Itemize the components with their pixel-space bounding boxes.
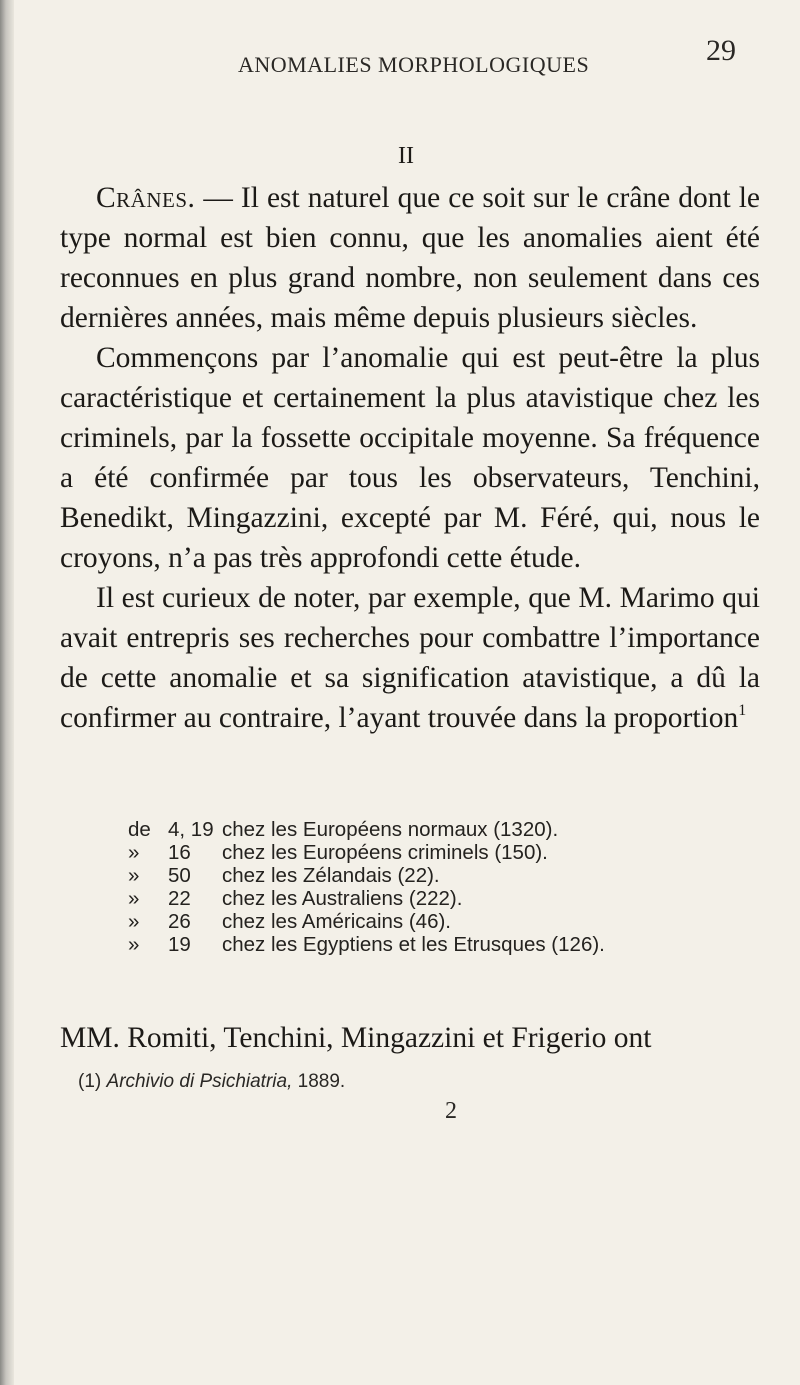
row-value: 16 (168, 841, 191, 864)
table-row (128, 841, 768, 864)
row-value: 19 (168, 933, 191, 956)
row-text: chez les Zélandais (22). (222, 864, 440, 887)
row-prefix: » (128, 933, 140, 956)
row-text: chez les Européens criminels (150). (222, 841, 548, 864)
paragraph-1 (60, 178, 760, 338)
row-value: 26 (168, 910, 191, 933)
row-text: chez les Européens normaux (1320). (222, 818, 559, 841)
section-number: II (398, 143, 414, 169)
row-prefix: » (128, 864, 140, 887)
page-number: 29 (706, 34, 736, 67)
footnote-title: Archivio di Psichiatria, (106, 1071, 293, 1092)
footnote-mark: (1) (78, 1071, 102, 1092)
paragraph-text: Commençons par l’anomalie qui est peut-être la plus caractéristique et certainement la plus atavistique chez les criminels, par la fossette occipitale moyenne. Sa fréquence a été confirmée par tous les observateurs, Tenchini, Benedikt, Mingazzini, excepté par M. Féré, qui, nous le croyons, n’a pas très approfondi cette étude. (60, 342, 760, 574)
row-prefix: » (128, 910, 140, 933)
page-binding-edge (0, 0, 14, 1385)
table-row (128, 887, 768, 910)
signature-mark: 2 (445, 1098, 457, 1124)
footnote-reference: 1 (738, 702, 747, 719)
body-text (60, 178, 760, 738)
paragraph-text: Il est curieux de noter, par exemple, que M. Marimo qui avait entrepris ses recherches pour combattre l’importance de cette anomalie et sa signification atavistique, a dû la confirmer au contraire, l’ayant trouvée dans la proportion (60, 582, 760, 734)
row-text: chez les Américains (46). (222, 910, 452, 933)
paragraph-text: — Il est naturel que ce soit sur le crâne dont le type normal est bien connu, que les anomalies aient été reconnues en plus grand nombre, non seulement dans ces dernières années, mais même depuis plusieurs siècles. (60, 182, 760, 334)
paragraph-3 (60, 578, 760, 738)
row-prefix: » (128, 841, 140, 864)
row-value: 4, 19 (168, 818, 214, 841)
row-prefix: de (128, 818, 151, 841)
row-prefix: » (128, 887, 140, 910)
table-row (128, 933, 768, 956)
row-text: chez les Australiens (222). (222, 887, 463, 910)
footnote-year: 1889. (297, 1071, 346, 1092)
table-row (128, 818, 768, 841)
paragraph-2 (60, 338, 760, 578)
row-text: chez les Egyptiens et les Etrusques (126). (222, 933, 605, 956)
running-head: ANOMALIES MORPHOLOGIQUES (238, 52, 590, 77)
proportion-table (128, 818, 768, 956)
footnote (78, 1071, 345, 1093)
row-value: 22 (168, 887, 191, 910)
table-row (128, 910, 768, 933)
table-row (128, 864, 768, 887)
paragraph-lead: Crânes. (96, 182, 196, 214)
row-value: 50 (168, 864, 191, 887)
continuation-line: MM. Romiti, Tenchini, Mingazzini et Frigerio ont (60, 1022, 652, 1054)
